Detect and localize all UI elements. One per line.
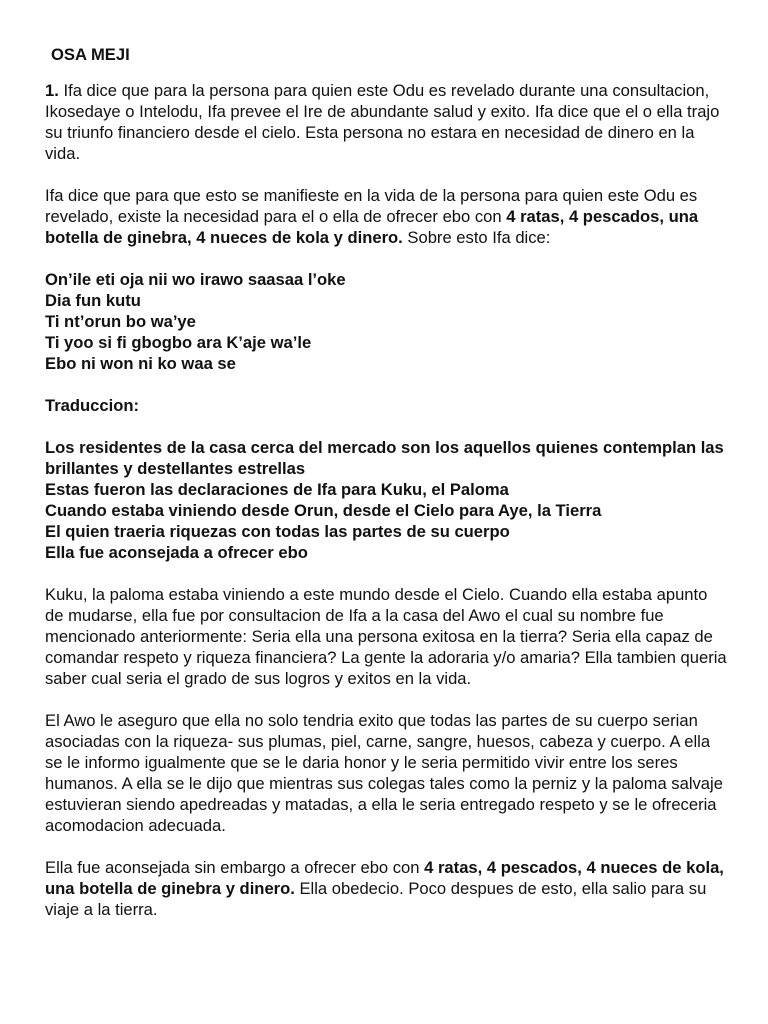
paragraph-2-ending: Sobre esto Ifa dice: (402, 228, 551, 247)
ebo-offering-list: 4 ratas, 4 pescados, una botella de ginebra, 4 nueces de kola y dinero. (45, 207, 699, 247)
verse-line: Dia fun kutu (45, 291, 141, 310)
verse-line: On’ile eti oja nii wo irawo saasaa l’oke (45, 270, 346, 289)
paragraph-5-ending: Ella obedecio. Poco despues de esto, ella salio para su viaje a la tierra. (45, 879, 707, 919)
paragraph-5-text: Ella fue aconsejada sin embargo a ofrecer ebo con (45, 858, 425, 877)
paragraph-1-text: Ifa dice que para la persona para quien este Odu es revelado durante una consultacion, Ikosedaye o Intelodu, Ifa prevee el Ire de abundante salud y exito. Ifa dice que el o ella trajo su triunfo financiero desde el cielo. Esta persona no estara en necesidad de dinero en la vida. (45, 81, 720, 163)
verse-line: Los residentes de la casa cerca del mercado son los aquellos quienes contemplan las brillantes y destellantes estrellas (45, 438, 724, 478)
paragraph-2-text: Ifa dice que para que esto se manifieste en la vida de la persona para quien este Odu es revelado, existe la necesidad para el o ella de ofrecer ebo con (45, 186, 698, 226)
translation-heading: Traduccion: (45, 396, 140, 415)
verse-line: Estas fueron las declaraciones de Ifa para Kuku, el Paloma (45, 480, 509, 499)
paragraph-1 (45, 80, 728, 164)
verse-line: Ebo ni won ni ko waa se (45, 354, 236, 373)
verse-line: Ella fue aconsejada a ofrecer ebo (45, 543, 308, 562)
spanish-verse (45, 437, 728, 563)
paragraph-4: El Awo le aseguro que ella no solo tendria exito que todas las partes de su cuerpo serian asociadas con la riqueza- sus plumas, piel, carne, sangre, huesos, cabeza y cuerpo. A ella se le informo igualmente que se le daria honor y le seria permitido vivir entre los seres humanos. A ella se le dijo que mientras sus colegas tales como la perniz y la paloma salvaje estuvieran siendo apedreadas y matadas, a ella le seria entregado respeto y se le ofreceria acomodacion adecuada. (45, 711, 723, 835)
verse-line: Ti yoo si fi gbogbo ara K’aje wa’le (45, 333, 312, 352)
paragraph-3: Kuku, la paloma estaba viniendo a este mundo desde el Cielo. Cuando ella estaba apunto de mudarse, ella fue por consultacion de Ifa a la casa del Awo el cual su nombre fue mencionado anteriormente: Seria ella una persona exitosa en la tierra? Seria ella capaz de comandar respeto y riqueza financiera? La gente la adoraria y/o amaria? Ella tambien queria saber cual seria el grado de sus logros y exitos en la vida. (45, 585, 727, 688)
verse-line: Cuando estaba viniendo desde Orun, desde el Cielo para Aye, la Tierra (45, 501, 602, 520)
ebo-offering-list: 4 ratas, 4 pescados, 4 nueces de kola, una botella de ginebra y dinero. (45, 858, 724, 898)
paragraph-2 (45, 185, 728, 248)
paragraph-5 (45, 857, 728, 920)
verse-line: Ti nt’orun bo wa’ye (45, 312, 196, 331)
yoruba-verse (45, 269, 728, 374)
verse-line: El quien traeria riquezas con todas las partes de su cuerpo (45, 522, 510, 541)
section-number: 1. (45, 81, 59, 100)
document-title: OSA MEJI (51, 45, 130, 64)
